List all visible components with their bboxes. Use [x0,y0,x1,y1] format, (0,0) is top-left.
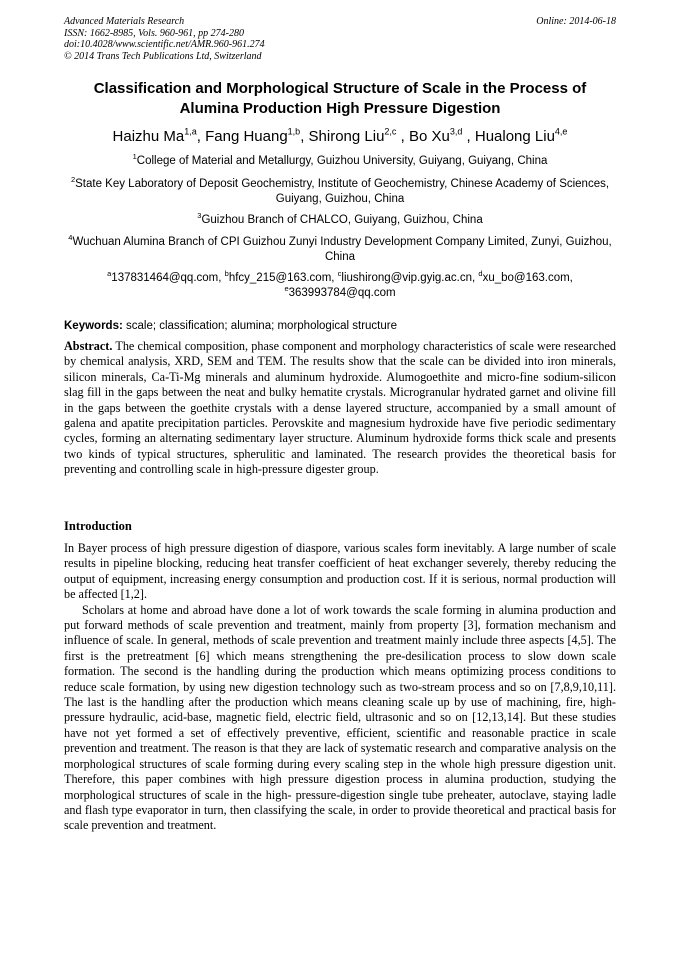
abstract-text: The chemical composition, phase component and morphology characteristics of scale were researched by chemical analysis, XRD, SEM and TEM. The results show that the scale can be divided into iron minerals, silicon minerals, Ca-Ti-Mg minerals and aluminum hydroxide. Alumogoethite and micro-fine sodium-silicon slag fill in the gaps between the neat and bulky hematite crystals. Microgranular hydrated garnet and olivine fill in the gaps between the goethite crystals with a dense layered structure, accompanied by a small amount of galena and apatite precipitation particles. Perovskite and magnesium hydroxide have five periodic sedimentary cycles, forming an alternating sedimentary layer structure. Aluminum hydroxide forms thick scale and presents two kinds of typical structures, spherulitic and laminated. The research provides the theoretical basis for preventing and controlling scale in high-pressure digester group. [64,339,616,477]
affiliation-4 [64,232,616,265]
email-address[interactable]: 363993784@qq.com [288,287,396,299]
journal-name: Advanced Materials Research [64,16,185,27]
keywords-line [64,319,616,334]
issn-line: ISSN: 1662-8985, Vols. 960-961, pp 274-280 [64,27,244,39]
affiliation-1 [64,151,616,169]
author-name: Hualong Liu [474,128,555,145]
affiliation-text: State Key Laboratory of Deposit Geochemistry, Institute of Geochemistry, Chinese Academy of Sciences, Guiyang, Guizhou, China [75,178,610,205]
author-superscript: 3,d [449,126,463,137]
author-separator: , [462,128,471,145]
journal-header [64,16,616,62]
paragraph: Scholars at home and abroad have done a lot of work towards the scale forming in alumina production and put forward methods of scale prevention and treatment, mainly from property [3], formation mechanism and influence of scale. In general, methods of scale prevention and treatment mainly include three aspects [4,5]. The first is the pretreatment [6] which means strengthening the pre-desilication process to slow down scale formation. The second is the handling during the production which means optimizing process conditions to reduce scale formation, by using new digestion technology such as two-stream process and so on [7,8,9,10,11]. The last is the handling after the production which means cleaning scale up by use of machining, fire, high-pressure hydraulic, acid-base, magnetic field, electric field, ultrasonic and so on [12,13,14]. But these studies have not yet formed a set of effectively preventive, efficient, scientific and reasonable practice in scale prevention and treatment. The reason is that they are lack of systematic research and comparative analysis on the morphological structures of scale forming during every scaling step in the whole high pressure digestion unit. Therefore, this paper combines with high pressure digestion process in alumina production, studying the morphological structures of scale in the high- pressure-digestion single tube preheater, autoclave, staying ladle and flash type evaporator in turn, then classifying the scale, in order to provide theoretical and practical basis for scale prevention and treatment. [64,602,616,833]
email-superscript: a [107,268,112,278]
email-address[interactable]: hfcy_215@163.com, [228,272,338,284]
author-superscript: 1,b [287,126,301,137]
author-separator: , [396,128,405,145]
introduction-heading: Introduction [64,519,132,533]
email-address[interactable]: xu_bo@163.com, [482,272,573,284]
email-superscript: c [337,268,342,278]
author-name: Bo Xu [408,128,450,145]
abstract-label: Abstract. [64,339,113,353]
abstract [64,339,616,478]
keywords-label: Keywords: [64,320,123,332]
author-name: Fang Huang [205,128,288,145]
author-list [64,127,616,147]
email-superscript: b [224,268,229,278]
affiliation-number: 2 [70,174,76,184]
keywords-text: scale; classification; alumina; morphological structure [122,320,397,332]
author-name: Shirong Liu [308,128,385,145]
online-date: Online: 2014-06-18 [536,16,616,27]
affiliation-text: Wuchuan Alumina Branch of CPI Guizhou Zunyi Industry Development Company Limited, Zunyi, Guizhou, China [72,236,612,263]
author-superscript: 1,a [184,126,197,137]
paper-title: Classification and Morphological Structure of Scale in the Process of Alumina Production High Pressure Digestion [93,80,587,117]
author-separator: , [196,128,206,145]
email-address[interactable]: 137831464@qq.com, [111,272,225,284]
copyright-line: © 2014 Trans Tech Publications Ltd, Switzerland [64,50,262,62]
author-name: Haizhu Ma [112,128,185,145]
email-superscript: e [284,283,289,293]
introduction-body [64,541,616,834]
email-address[interactable]: liushirong@vip.gyig.ac.cn, [341,272,479,284]
author-separator: , [300,128,309,145]
affiliation-text: College of Material and Metallurgy, Guizhou University, Guiyang, Guiyang, China [136,155,548,167]
paragraph: In Bayer process of high pressure digestion of diaspore, various scales form inevitably. A large number of scale results in pipeline blocking, reducing heat transfer coefficient of heat exchanger severely, thereby reducing the output of equipment, increasing energy consumption and production cost. If it is serious, normal production will be affected [1,2]. [64,541,616,602]
author-superscript: 2,c [384,126,397,137]
affiliation-number: 3 [197,210,202,220]
author-superscript: 4,e [554,126,568,137]
affiliation-number: 4 [68,232,73,242]
email-list [64,268,616,301]
affiliation-2 [64,174,616,207]
doi-line[interactable]: doi:10.4028/www.scientific.net/AMR.960-961.274 [64,39,265,50]
affiliation-number: 1 [132,151,137,161]
affiliation-text: Guizhou Branch of CHALCO, Guiyang, Guizhou, China [201,214,483,226]
affiliation-3 [64,210,616,228]
email-superscript: d [478,268,483,278]
